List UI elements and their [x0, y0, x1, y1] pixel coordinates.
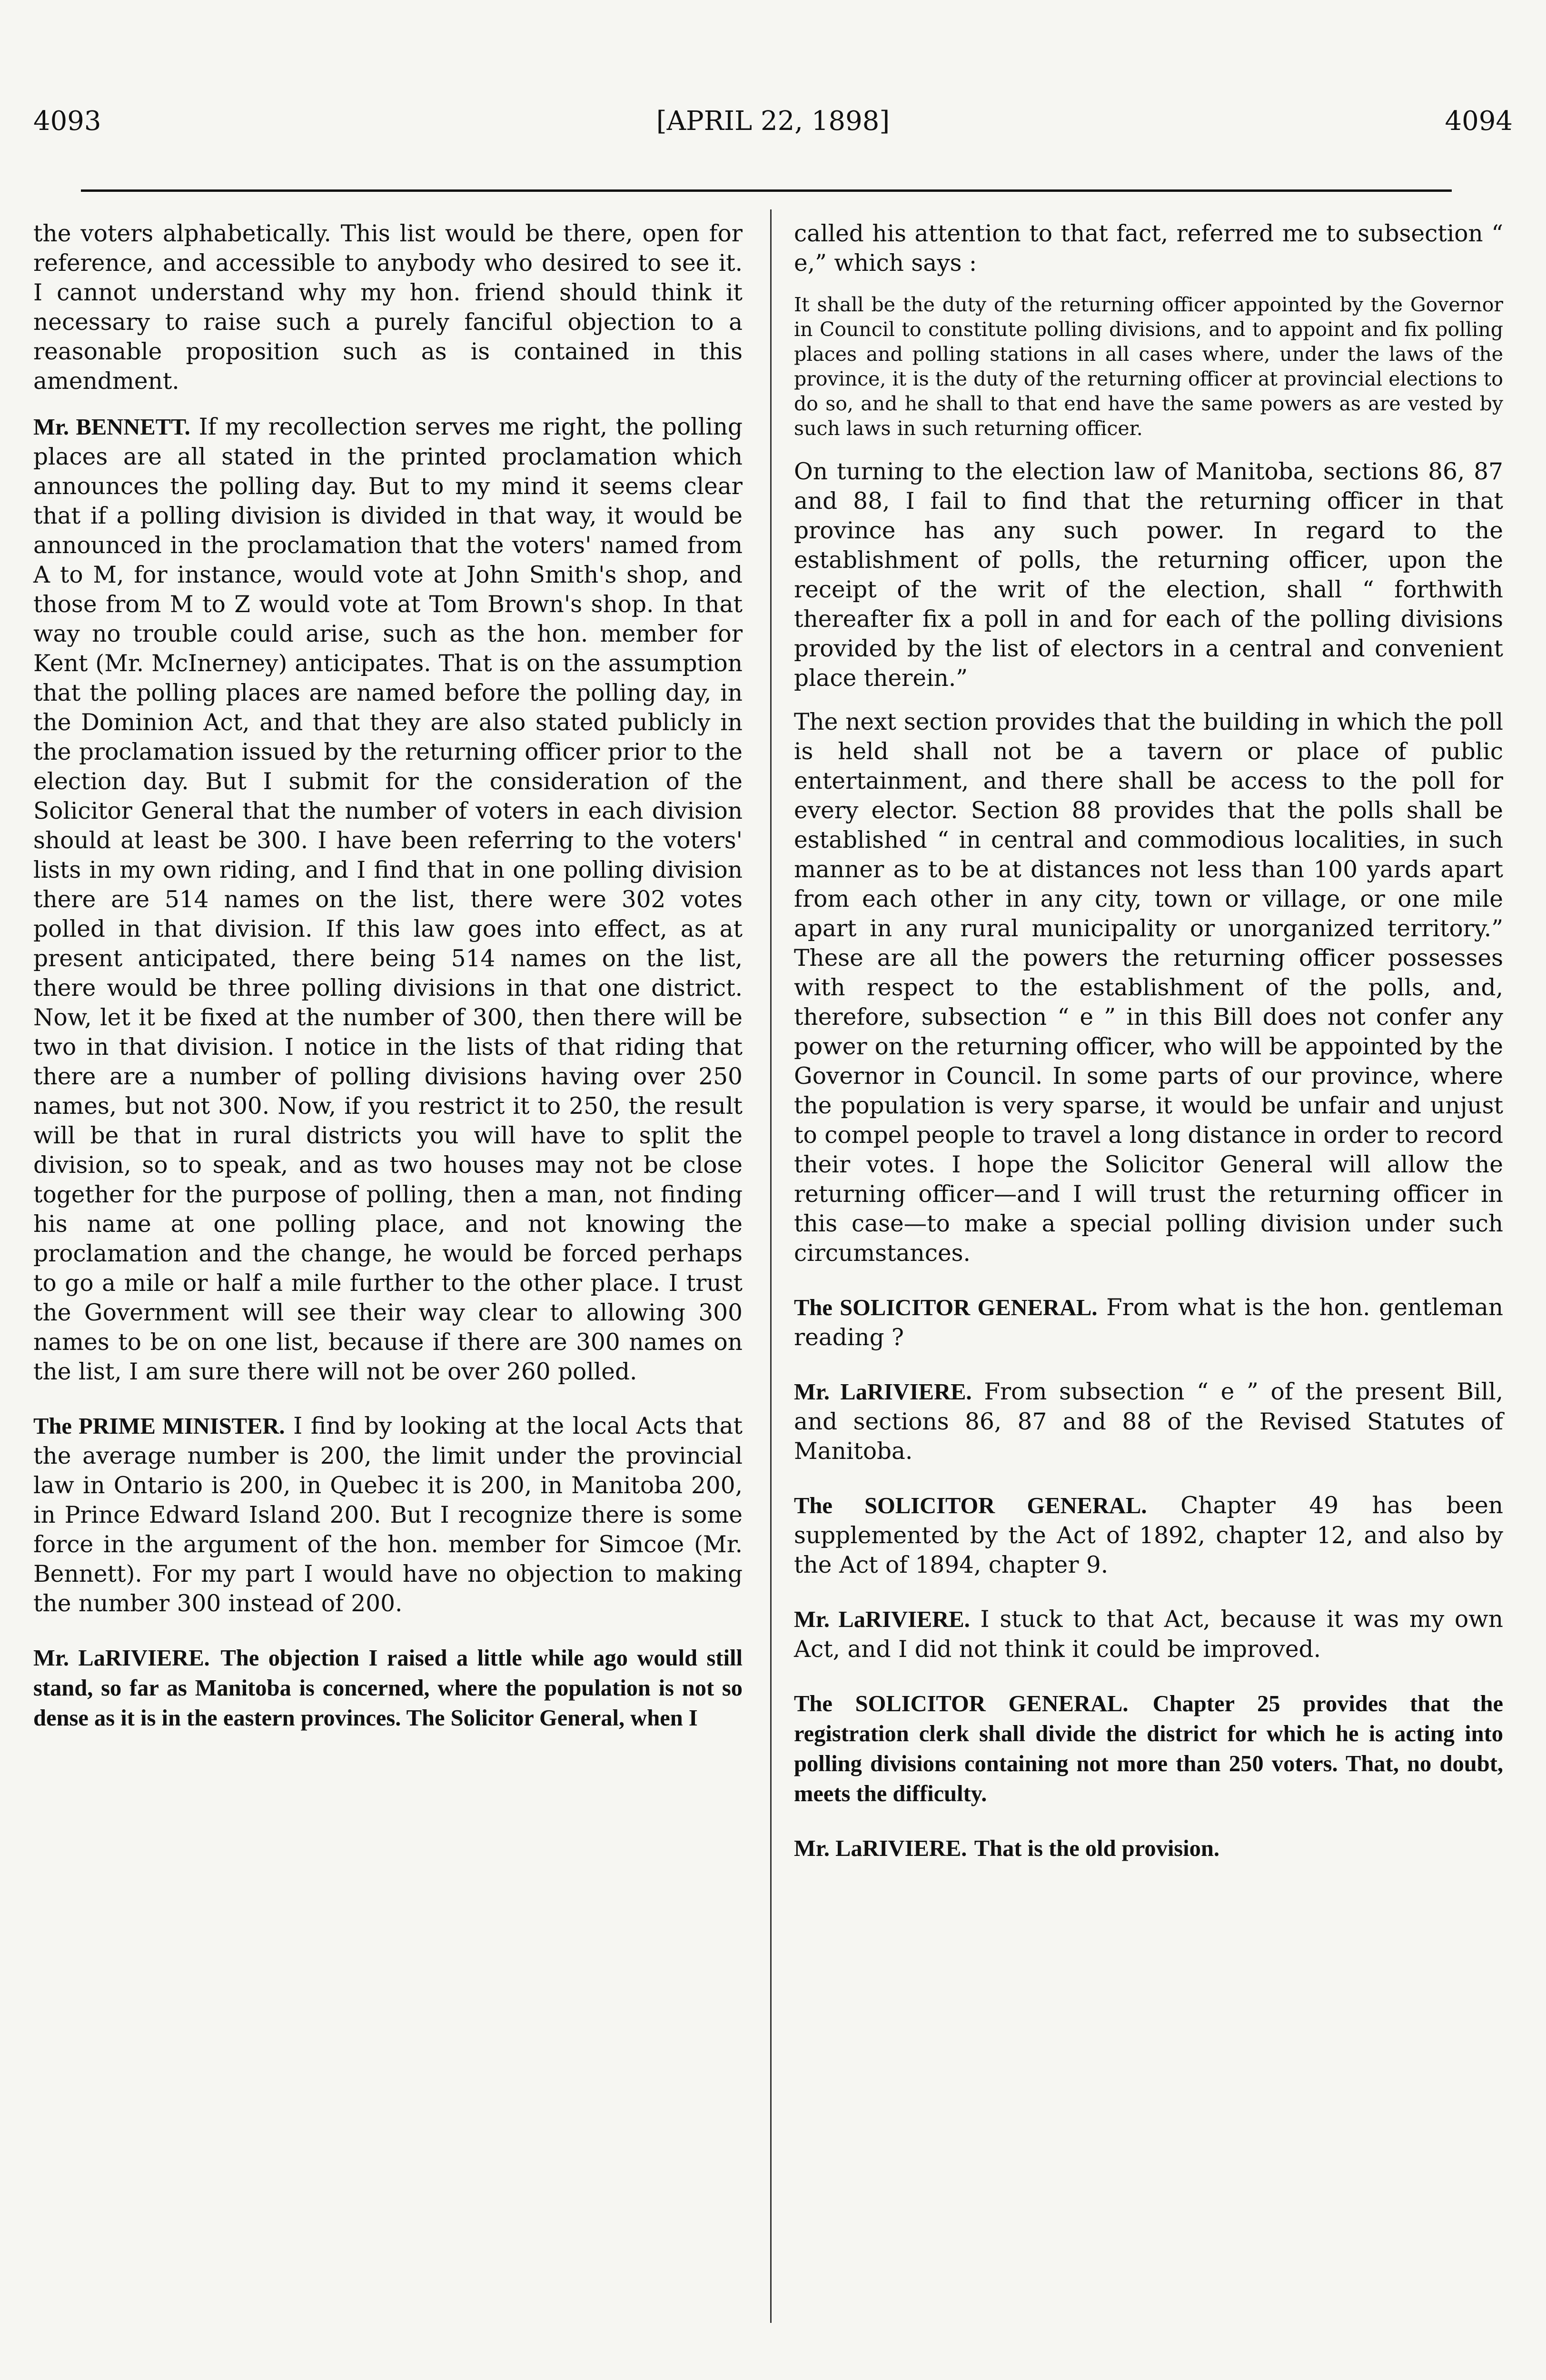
paragraph [794, 219, 1503, 278]
right-column [794, 219, 1503, 1888]
paragraph [33, 219, 743, 396]
speaker-name: Mr. LaRIVIERE. [794, 1607, 970, 1632]
header-rule [81, 189, 1452, 192]
speaker-name: The SOLICITOR GENERAL. [794, 1295, 1098, 1320]
paragraph-text: called his attention to that fact, referred me to subsection “ e,” which says : [794, 220, 1503, 277]
quoted-statute: It shall be the duty of the returning officer appointed by the Governor in Council to constitute polling divisions, and to appoint and fix polling places and polling stations in all cases where, under the laws of the province, it is the duty of the returning officer at provincial elections to do so, and he shall to that end have the same powers as are vested by such laws in such returning officer. [794, 293, 1503, 440]
page-number-left: 4093 [33, 106, 101, 137]
column-divider [770, 209, 772, 2323]
speaker-name: Mr. LaRIVIERE. [33, 1646, 210, 1671]
speech [794, 1689, 1503, 1809]
speech [794, 1491, 1503, 1580]
speech-text: From subsection “ e ” of the present Bill, and sections 86, 87 and 88 of the Revised Statutes of Manitoba. [794, 1378, 1504, 1465]
speech-text: That is the old provision. [974, 1836, 1219, 1861]
paragraph-text: the voters alphabetically. This list would be there, open for reference, and accessible to anybody who desired to see it. I cannot understand why my hon. friend should think it necessary to raise such a purely fanciful objection to a reasonable proposition such as is contained in this amendment. [33, 220, 743, 395]
speaker-name: The PRIME MINISTER. [33, 1414, 285, 1439]
page-number-right: 4094 [1445, 106, 1513, 137]
page-header [33, 106, 1513, 149]
speaker-name: Mr. BENNETT. [33, 415, 190, 440]
speech-text: Chapter 49 has been supplemented by the Act of 1892, chapter 12, and also by the Act of 1894, chapter 9. [794, 1492, 1504, 1578]
speech-text: The objection I raised a little while ago would still stand, so far as Manitoba is concerned, where the population is not so dense as it is in the eastern provinces. The Solicitor General, when I [33, 1646, 743, 1731]
speech-text: Chapter 25 provides that the registration clerk shall divide the district for which he is acting into polling divisions containing not more than 250 voters. That, no doubt, meets the difficulty. [794, 1691, 1504, 1806]
speech-text: I find by looking at the local Acts that the average number is 200, the limit under the provincial law in Ontario is 200, in Quebec it is 200, in Manitoba 200, in Prince Edward Island 200. But I recognize there is some force in the argument of the hon. member for Simcoe (Mr. Bennett). For my part I would have no objection to making the number 300 instead of 200. [33, 1413, 743, 1617]
speech [794, 1834, 1503, 1864]
speaker-name: The SOLICITOR GENERAL. [794, 1691, 1129, 1716]
paragraph [794, 457, 1503, 693]
speech [794, 1293, 1503, 1352]
speech-text: If my recollection serves me right, the polling places are all stated in the printed proclamation which announces the polling day. But to my mind it seems clear that if a polling division is divided in that way, it would be announced in the proclamation that the voters' named from A to M, for instance, would vote at John Smith's shop, and those from M to Z would vote at Tom Brown's shop. In that way no trouble could arise, such as the hon. member for Kent (Mr. McInerney) anticipates. That is on the assumption that the polling places are named before the polling day, in the Dominion Act, and that they are also stated publicly in the proclamation issued by the returning officer prior to the election day. But I submit for the consideration of the Solicitor General that the number of voters in each division should at least be 300. I have been referring to the voters' lists in my own riding, and I find that in one polling division there are 514 names on the list, there were 302 votes polled in that division. If this law goes into effect, as at present anticipated, there being 514 names on the list, there would be three polling divisions in that one district. Now, let it be fixed at the number of 300, then there will be two in that division. I notice in the lists of that riding that there are a number of polling divisions having over 250 names, but not 300. Now, if you restrict it to 250, the result will be that in rural districts you will have to split the division, so to speak, and as two houses may not be close together for the purpose of polling, then a man, not finding his name at one polling place, and not knowing the proclamation and the change, he would be forced perhaps to go a mile or half a mile further to the other place. I trust the Government will see their way clear to allowing 300 names to be on one list, because if there are 300 names on the list, I am sure there will not be over 260 polled. [33, 414, 743, 1385]
speech-text: I stuck to that Act, because it was my own Act, and I did not think it could be improved. [794, 1606, 1503, 1663]
paragraph [794, 707, 1503, 1268]
speaker-name: Mr. LaRIVIERE. [794, 1836, 967, 1861]
paragraph-text: The next section provides that the building in which the poll is held shall not be a tavern or place of public entertainment, and there shall be access to the poll for every elector. Section 88 provides that the polls shall be established “ in central and commodious localities, in such manner as to be at distances not less than 100 yards apart from each other in any city, town or village, or one mile apart in any rural municipality or unorganized territory.” These are all the powers the returning officer possesses with respect to the establishment of the polls, and, therefore, subsection “ e ” in this Bill does not confer any power on the returning officer, who will be appointed by the Governor in Council. In some parts of our province, where the population is very sparse, it would be unfair and unjust to compel people to travel a long distance in order to record their votes. I hope the Solicitor General will allow the returning officer—and I will trust the returning officer in this case—to make a special polling division under such circumstances. [794, 709, 1503, 1267]
left-column [33, 219, 743, 1758]
speech [33, 412, 743, 1387]
speech [33, 1643, 743, 1733]
speaker-name: Mr. LaRIVIERE. [794, 1379, 972, 1405]
paragraph-text: On turning to the election law of Manitoba, sections 86, 87 and 88, I fail to find that the returning officer in that province has any such power. In regard to the establishment of polls, the returning officer, upon the receipt of the writ of the election, shall “ forthwith thereafter fix a poll in and for each of the polling divisions provided by the list of electors in a central and convenient place therein.” [794, 458, 1503, 692]
speech [33, 1411, 743, 1618]
speech-text: From what is the hon. gentleman reading ? [794, 1294, 1504, 1351]
speaker-name: The SOLICITOR GENERAL. [794, 1493, 1147, 1518]
speech [794, 1377, 1503, 1466]
page-date: [APRIL 22, 1898] [656, 106, 890, 137]
speech [794, 1605, 1503, 1664]
